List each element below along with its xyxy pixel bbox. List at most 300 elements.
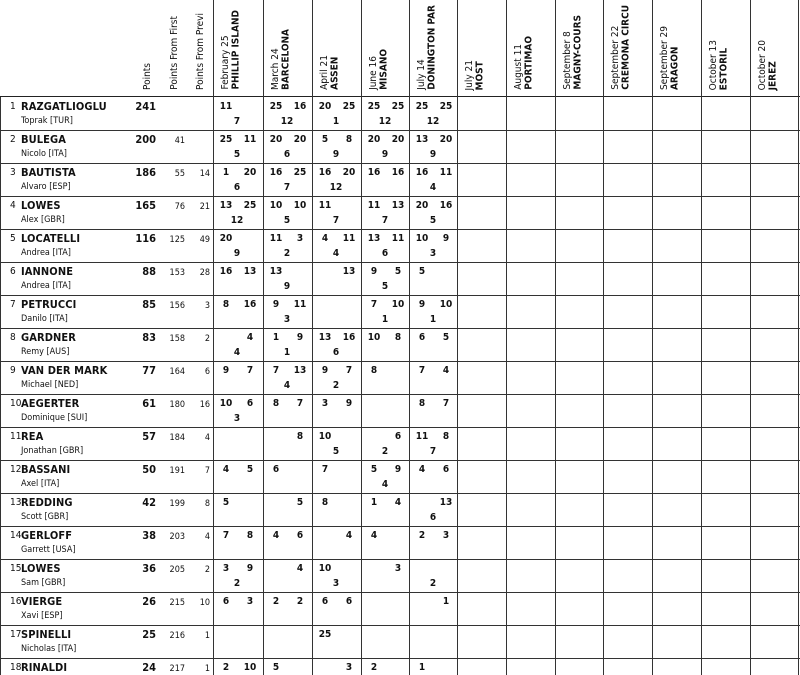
points-column-header: Points [142,63,153,90]
table-row [0,560,800,593]
round-date: April 21 [319,55,330,90]
column-divider [312,0,313,675]
column-divider [361,0,362,675]
rider-surname: BASSANI [21,463,71,476]
race1-points: 11 [367,200,381,211]
points-from-previous: 1 [204,631,210,641]
superpole-race-points: 4 [332,248,340,259]
race2-points: 13 [243,266,257,277]
race1-points: 2 [418,530,426,541]
superpole-race-points: 7 [381,215,389,226]
rider-surname: LOCATELLI [21,232,81,245]
superpole-race-points: 3 [283,314,291,325]
points-from-previous: 6 [204,367,210,377]
column-divider [798,0,799,675]
race2-points: 20 [439,134,453,145]
column-divider [409,0,410,675]
race1-points: 20 [269,134,283,145]
race1-points: 8 [222,299,230,310]
rider-points: 85 [142,298,156,311]
superpole-race-points: 12 [426,116,440,127]
race2-points: 8 [296,431,304,442]
points-from-previous: 8 [204,499,210,509]
column-divider [701,0,702,675]
race1-points: 5 [222,497,230,508]
column-divider [263,0,264,675]
rider-surname: REA [21,430,44,443]
points-from-first: 55 [174,169,185,179]
position-number: 18 [10,662,22,673]
superpole-race-points: 3 [233,413,241,424]
race1-points: 13 [269,266,283,277]
rider-points: 38 [142,529,156,542]
round-header-6 [465,60,486,90]
points-from-previous: 4 [204,433,210,443]
points-from-first: 205 [169,565,185,575]
round-name: MOST [474,60,486,90]
points-from-first: 153 [169,268,185,278]
superpole-race-points: 12 [280,116,294,127]
race1-points: 25 [318,629,332,640]
race2-points: 7 [296,398,304,409]
race2-points: 10 [391,299,405,310]
superpole-race-points: 9 [332,149,340,160]
race2-points: 9 [394,464,402,475]
rider-surname: GERLOFF [21,529,73,542]
position-number: 16 [10,596,22,607]
points-from-previous-column-header: Points From Previ [195,13,206,90]
race2-points: 9 [442,233,450,244]
race2-points: 11 [391,233,405,244]
rider-first-name: Alvaro [ESP] [21,182,71,192]
position-number: 2 [10,134,16,145]
position-number: 9 [10,365,16,376]
race1-points: 7 [321,464,329,475]
rider-surname: AEGERTER [21,397,80,410]
position-number: 11 [10,431,22,442]
superpole-race-points: 5 [332,446,340,457]
race1-points: 8 [370,365,378,376]
race1-points: 7 [370,299,378,310]
points-from-previous: 14 [199,169,210,179]
race2-points: 13 [439,497,453,508]
round-name: MAGNY-COURS [572,15,584,90]
position-number: 7 [10,299,16,310]
race2-points: 25 [439,101,453,112]
race2-points: 5 [246,464,254,475]
rider-points: 26 [142,595,156,608]
position-number: 6 [10,266,16,277]
race2-points: 9 [246,563,254,574]
race2-points: 9 [296,332,304,343]
superpole-race-points: 5 [283,215,291,226]
points-from-first: 164 [169,367,185,377]
points-from-previous: 21 [199,202,210,212]
superpole-race-points: 9 [233,248,241,259]
position-number: 1 [10,101,16,112]
superpole-race-points: 2 [381,446,389,457]
position-number: 12 [10,464,22,475]
points-from-first: 41 [174,136,185,146]
table-row [0,329,800,362]
race1-points: 13 [318,332,332,343]
column-divider [750,0,751,675]
race2-points: 6 [296,530,304,541]
race1-points: 2 [272,596,280,607]
points-from-previous: 2 [204,334,210,344]
race1-points: 16 [219,266,233,277]
race1-points: 2 [222,662,230,673]
superpole-race-points: 6 [381,248,389,259]
race2-points: 6 [345,596,353,607]
position-number: 5 [10,233,16,244]
points-from-first: 184 [169,433,185,443]
rider-surname: BAUTISTA [21,166,76,179]
round-name: BARCELONA [280,28,292,90]
rider-first-name: Andrea [ITA] [21,281,71,291]
rider-points: 165 [135,199,156,212]
superpole-race-points: 5 [233,149,241,160]
rider-first-name: Nicolo [ITA] [21,149,67,159]
race1-points: 1 [272,332,280,343]
rider-first-name: Axel [ITA] [21,479,60,489]
superpole-race-points: 7 [332,215,340,226]
race1-points: 25 [269,101,283,112]
table-row [0,296,800,329]
superpole-race-points: 1 [332,116,340,127]
superpole-race-points: 2 [429,578,437,589]
race2-points: 20 [293,134,307,145]
race2-points: 7 [442,398,450,409]
race1-points: 11 [415,431,429,442]
rider-first-name: Danilo [ITA] [21,314,68,324]
race2-points: 5 [442,332,450,343]
rider-surname: LOWES [21,199,61,212]
race1-points: 6 [321,596,329,607]
race2-points: 8 [345,134,353,145]
points-from-first: 76 [174,202,185,212]
rider-surname: BULEGA [21,133,67,146]
points-from-previous: 10 [199,598,210,608]
rider-first-name: Michael [NED] [21,380,79,390]
rider-first-name: Sam [GBR] [21,578,66,588]
round-date: September 29 [659,25,670,90]
race2-points: 2 [296,596,304,607]
race1-points: 4 [272,530,280,541]
points-from-first-column-header: Points From First [169,16,180,90]
race2-points: 10 [439,299,453,310]
race2-points: 11 [439,167,453,178]
race1-points: 11 [219,101,233,112]
race1-points: 3 [321,398,329,409]
race1-points: 10 [367,332,381,343]
rider-points: 77 [142,364,156,377]
table-row [0,164,800,197]
round-header-3 [320,55,341,90]
position-number: 17 [10,629,22,640]
race2-points: 7 [246,365,254,376]
race1-points: 9 [222,365,230,376]
round-date: August 11 [513,44,524,90]
round-date: September 22 [610,25,621,90]
race2-points: 5 [394,266,402,277]
race2-points: 16 [439,200,453,211]
table-row [0,362,800,395]
points-from-first: 180 [169,400,185,410]
rider-first-name: Scott [GBR] [21,512,69,522]
round-date: July 14 [416,59,427,90]
race1-points: 16 [367,167,381,178]
round-header-2 [271,29,292,90]
race2-points: 16 [243,299,257,310]
superpole-race-points: 2 [233,578,241,589]
race2-points: 6 [246,398,254,409]
superpole-race-points: 2 [332,380,340,391]
column-divider [506,0,507,675]
points-from-first: 215 [169,598,185,608]
race2-points: 8 [442,431,450,442]
race1-points: 5 [272,662,280,673]
race1-points: 7 [222,530,230,541]
position-number: 3 [10,167,16,178]
race1-points: 5 [321,134,329,145]
rider-first-name: Dominique [SUI] [21,413,88,423]
round-header-10 [660,26,681,90]
superpole-race-points: 5 [381,281,389,292]
race1-points: 9 [418,299,426,310]
race2-points: 3 [246,596,254,607]
superpole-race-points: 6 [332,347,340,358]
superpole-race-points: 1 [429,314,437,325]
rider-first-name: Andrea [ITA] [21,248,71,258]
race1-points: 16 [269,167,283,178]
round-name: MISANO [378,49,390,90]
points-from-first: 217 [169,664,185,674]
points-from-previous: 28 [199,268,210,278]
table-row [0,527,800,560]
points-from-previous: 49 [199,235,210,245]
points-from-first: 191 [169,466,185,476]
race1-points: 25 [219,134,233,145]
race2-points: 6 [442,464,450,475]
superpole-race-points: 3 [332,578,340,589]
race2-points: 20 [342,167,356,178]
rider-points: 36 [142,562,156,575]
column-divider [457,0,458,675]
race2-points: 25 [243,200,257,211]
position-number: 15 [10,563,22,574]
rider-surname: GARDNER [21,331,76,344]
superpole-race-points: 7 [283,182,291,193]
race1-points: 16 [415,167,429,178]
race1-points: 5 [418,266,426,277]
rider-points: 42 [142,496,156,509]
points-from-first: 156 [169,301,185,311]
race1-points: 6 [222,596,230,607]
superpole-race-points: 6 [233,182,241,193]
race1-points: 1 [222,167,230,178]
superpole-race-points: 2 [283,248,291,259]
points-from-first: 125 [169,235,185,245]
race1-points: 10 [318,563,332,574]
race1-points: 7 [418,365,426,376]
superpole-race-points: 12 [378,116,392,127]
race1-points: 10 [219,398,233,409]
rider-points: 50 [142,463,156,476]
rider-surname: LOWES [21,562,61,575]
superpole-race-points: 6 [283,149,291,160]
race1-points: 9 [321,365,329,376]
superpole-race-points: 4 [233,347,241,358]
points-from-previous: 1 [204,664,210,674]
race2-points: 20 [391,134,405,145]
round-header-12 [758,40,779,90]
race1-points: 8 [272,398,280,409]
race2-points: 6 [394,431,402,442]
race1-points: 6 [418,332,426,343]
superpole-race-points: 4 [381,479,389,490]
points-from-previous: 2 [204,565,210,575]
rider-points: 116 [135,232,156,245]
position-number: 4 [10,200,16,211]
rider-first-name: Alex [GBR] [21,215,65,225]
race1-points: 4 [222,464,230,475]
race2-points: 13 [293,365,307,376]
round-header-4 [369,49,390,90]
round-name: ESTORIL [718,47,730,90]
rider-surname: VIERGE [21,595,63,608]
points-from-previous: 3 [204,301,210,311]
race1-points: 13 [219,200,233,211]
race2-points: 4 [345,530,353,541]
points-from-previous: 16 [199,400,210,410]
superpole-race-points: 7 [233,116,241,127]
round-name: ASSEN [329,56,341,90]
round-date: March 24 [270,48,281,90]
round-name: CREMONA CIRCU [620,5,632,90]
superpole-race-points: 3 [429,248,437,259]
position-number: 13 [10,497,22,508]
superpole-race-points: 5 [429,215,437,226]
round-name: JEREZ [767,60,779,90]
race2-points: 3 [296,233,304,244]
race1-points: 10 [318,431,332,442]
rider-surname: REDDING [21,496,73,509]
rider-points: 25 [142,628,156,641]
rider-points: 200 [135,133,156,146]
race2-points: 3 [442,530,450,541]
round-name: PORTIMAO [523,36,535,90]
rider-surname: RINALDI [21,661,68,674]
table-row [0,131,800,164]
race1-points: 20 [318,101,332,112]
race1-points: 4 [321,233,329,244]
superpole-race-points: 4 [283,380,291,391]
rider-first-name: Toprak [TUR] [21,116,73,126]
round-header-9 [611,5,632,90]
superpole-race-points: 1 [283,347,291,358]
table-row [0,494,800,527]
rider-first-name: Jonathan [GBR] [21,446,84,456]
points-from-previous: 4 [204,532,210,542]
race2-points: 4 [394,497,402,508]
race2-points: 16 [391,167,405,178]
round-name: ARAGON [669,46,681,90]
race2-points: 10 [243,662,257,673]
column-divider [555,0,556,675]
round-date: February 25 [220,35,231,90]
race1-points: 13 [367,233,381,244]
race2-points: 13 [342,266,356,277]
race2-points: 25 [293,167,307,178]
table-row [0,263,800,296]
race2-points: 11 [342,233,356,244]
table-row [0,98,800,131]
race1-points: 8 [321,497,329,508]
race2-points: 3 [394,563,402,574]
race1-points: 10 [415,233,429,244]
table-left-border [0,97,1,675]
race1-points: 20 [415,200,429,211]
race1-points: 1 [418,662,426,673]
rider-points: 241 [135,100,156,113]
race2-points: 7 [345,365,353,376]
race1-points: 16 [318,167,332,178]
rider-surname: IANNONE [21,265,74,278]
rider-first-name: Remy [AUS] [21,347,70,357]
race2-points: 11 [293,299,307,310]
race1-points: 25 [367,101,381,112]
race2-points: 4 [246,332,254,343]
superpole-race-points: 9 [283,281,291,292]
superpole-race-points: 9 [429,149,437,160]
points-from-first: 216 [169,631,185,641]
race2-points: 13 [391,200,405,211]
race2-points: 16 [293,101,307,112]
position-number: 14 [10,530,22,541]
superpole-race-points: 1 [381,314,389,325]
superpole-race-points: 4 [429,182,437,193]
race2-points: 1 [442,596,450,607]
race1-points: 13 [415,134,429,145]
race2-points: 8 [394,332,402,343]
superpole-race-points: 7 [429,446,437,457]
race2-points: 11 [243,134,257,145]
rider-first-name: Garrett [USA] [21,545,76,555]
table-row [0,659,800,675]
race1-points: 11 [318,200,332,211]
race1-points: 4 [418,464,426,475]
race1-points: 7 [272,365,280,376]
rider-surname: VAN DER MARK [21,364,108,377]
table-row [0,428,800,461]
table-row [0,461,800,494]
race2-points: 4 [442,365,450,376]
rider-points: 61 [142,397,156,410]
race1-points: 20 [219,233,233,244]
race1-points: 6 [272,464,280,475]
race2-points: 16 [342,332,356,343]
round-header-11 [709,40,730,90]
rider-points: 83 [142,331,156,344]
points-from-first: 199 [169,499,185,509]
points-from-previous: 7 [204,466,210,476]
race2-points: 10 [293,200,307,211]
round-name: DONINGTON PAR [426,5,438,90]
superpole-race-points: 9 [381,149,389,160]
race2-points: 5 [296,497,304,508]
column-divider [652,0,653,675]
